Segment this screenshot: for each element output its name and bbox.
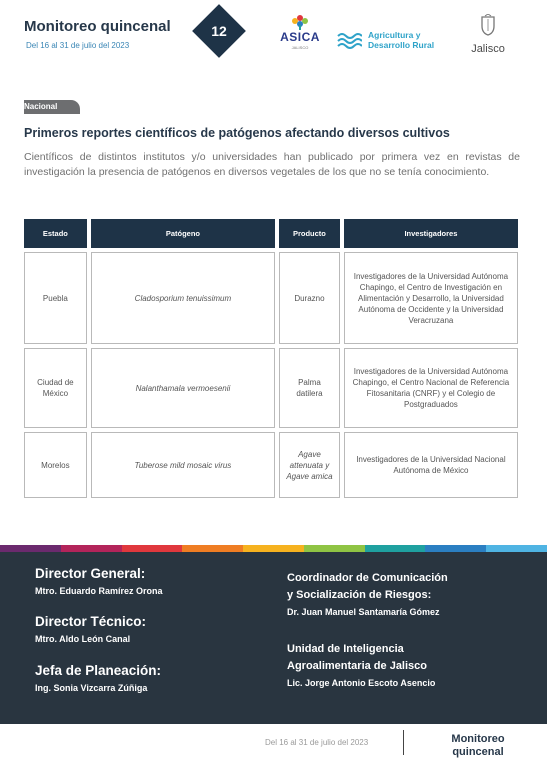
cell-estado: Morelos [24,432,87,498]
role-unidad-inteligencia [287,641,427,675]
stripe-segment [425,545,486,552]
header-investigadores: Investigadores [344,219,518,248]
table-row [24,432,518,498]
cell-estado: Ciudad de México [24,348,87,428]
role-coordinador-comunicacion [287,570,448,604]
cell-producto: Durazno [279,252,340,344]
asica-name: ASICA [280,30,320,44]
pathogen-table [20,215,522,502]
cell-investigadores: Investigadores de la Universidad Autónoma Chapingo, el Centro Nacional de Referencia Fitosanitaria (CNRF) y el Colegio de Postgraduados [344,348,518,428]
agri-line1: Agricultura y [368,30,421,40]
issue-number: 12 [211,23,227,39]
name-director-general: Mtro. Eduardo Ramírez Orona [35,586,163,596]
asica-flower-icon [290,14,310,30]
jalisco-crest-icon [477,14,499,36]
section-label: Nacional [24,102,58,111]
bottom-date: Del 16 al 31 de julio del 2023 [265,738,369,747]
color-stripe [0,545,547,552]
role4-line2: y Socialización de Riesgos: [287,589,432,601]
jalisco-logo [464,14,512,55]
cell-patogeno: Tuberose mild mosaic virus [91,432,275,498]
header-date: Del 16 al 31 de julio del 2023 [26,41,130,50]
cell-producto: Agave attenuata y Agave amica [279,432,340,498]
article-title: Primeros reportes científicos de patógenos afectando diversos cultivos [24,126,450,140]
cell-estado: Puebla [24,252,87,344]
cell-patogeno: Nalanthamala vermoesenii [91,348,275,428]
header-patogeno: Patógeno [91,219,275,248]
waves-icon [336,31,362,49]
name-director-tecnico: Mtro. Aldo León Canal [35,634,131,644]
table-header-row [24,219,518,248]
role-director-general: Director General: [35,566,146,581]
stripe-segment [486,545,547,552]
stripe-segment [365,545,426,552]
bottom-divider [403,730,404,755]
bottom-title-line1: Monitoreo [451,733,505,745]
stripe-segment [0,545,61,552]
agricultura-logo [336,30,434,50]
bottom-title [428,733,528,759]
stripe-segment [243,545,304,552]
section-tag [24,100,80,114]
bottom-title-line2: quincenal [452,746,504,758]
table-row [24,348,518,428]
asica-logo [274,14,326,60]
agri-line2: Desarrollo Rural [368,40,435,50]
header-title: Monitoreo quincenal [24,18,171,35]
role-director-tecnico: Director Técnico: [35,614,147,629]
header-estado: Estado [24,219,87,248]
cell-patogeno: Cladosporium tenuissimum [91,252,275,344]
cell-producto: Palma datilera [279,348,340,428]
name-jefa-planeacion: Ing. Sonia Vizcarra Zúñiga [35,683,148,693]
cell-investigadores: Investigadores de la Universidad Autónoma Chapingo, el Centro de Investigación en Alimentación y Desarrollo, la Universidad Autónoma de Occidente y la Universidad Veracruzana [344,252,518,344]
role5-line1: Unidad de Inteligencia [287,643,404,655]
jalisco-name: Jalisco [471,43,505,55]
stripe-segment [182,545,243,552]
stripe-segment [304,545,365,552]
table-row [24,252,518,344]
role4-line1: Coordinador de Comunicación [287,572,448,584]
name-unidad-inteligencia: Lic. Jorge Antonio Escoto Asencio [287,678,436,688]
role-jefa-planeacion: Jefa de Planeación: [35,663,162,678]
footer-credits [0,552,547,724]
stripe-segment [61,545,122,552]
name-coordinador-comunicacion: Dr. Juan Manuel Santamaría Gómez [287,607,440,617]
header-producto: Producto [279,219,340,248]
role5-line2: Agroalimentaria de Jalisco [287,660,427,672]
article-body: Científicos de distintos institutos y/o universidades han publicado por primera vez en revistas de investigación la presencia de patógenos en diversos vegetales de los que no se tenía conocimiento. [24,151,520,178]
asica-sub: JALISCO [291,45,309,50]
stripe-segment [122,545,183,552]
cell-investigadores: Investigadores de la Universidad Nacional Autónoma de México [344,432,518,498]
